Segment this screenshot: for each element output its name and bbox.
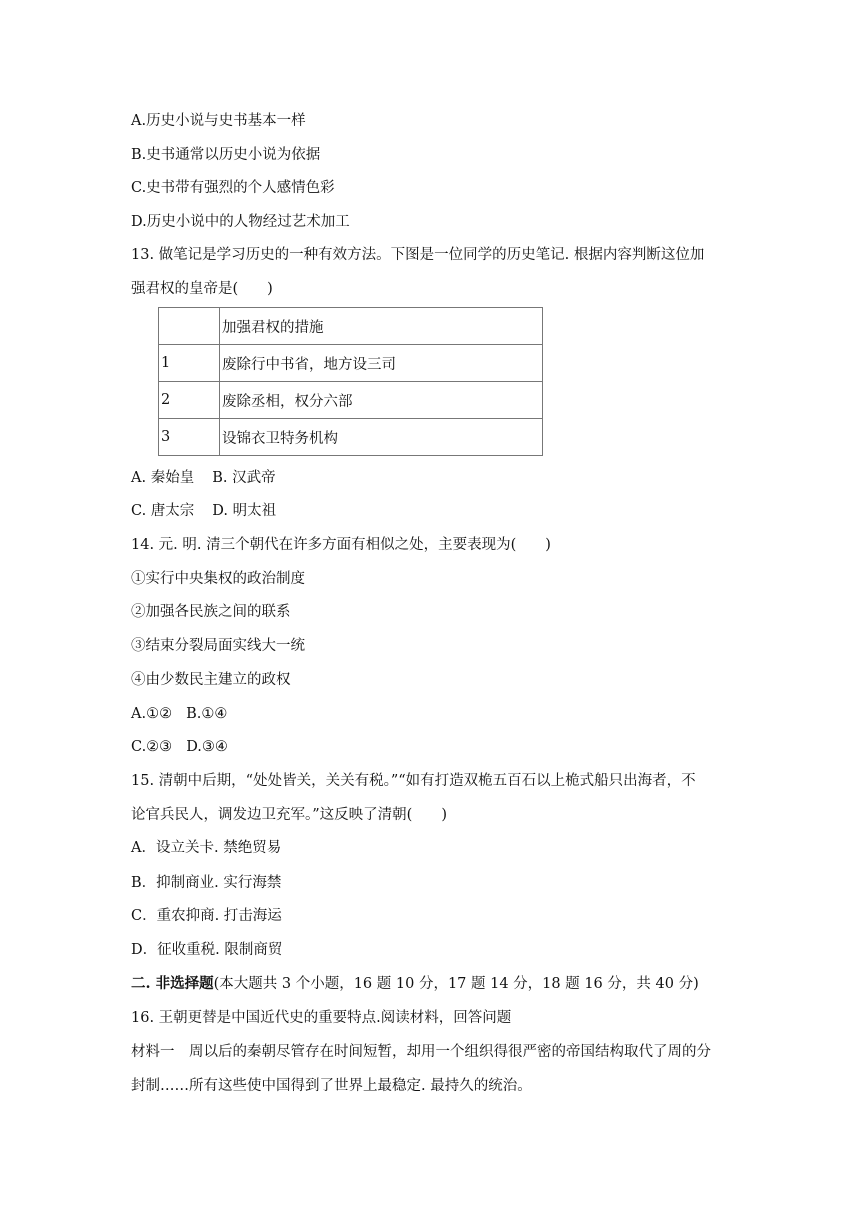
q14-item-2: ②加强各民族之间的联系 — [131, 604, 291, 620]
q12-option-b: B.史书通常以历史小说为依据 — [131, 147, 321, 163]
table-header-measures: 加强君权的措施 — [220, 308, 543, 345]
q16-stem: 16. 王朝更替是中国近代史的重要特点.阅读材料，回答问题 — [131, 1010, 512, 1026]
q12-option-c: C.史书带有强烈的个人感情色彩 — [131, 180, 335, 196]
q14-stem: 14. 元. 明. 清三个朝代在许多方面有相似之处，主要表现为( ) — [131, 537, 551, 553]
q14-item-1: ①实行中央集权的政治制度 — [131, 571, 305, 587]
q13-stem-line1: 13. 做笔记是学习历史的一种有效方法。下图是一位同学的历史笔记. 根据内容判断这位加 — [131, 247, 705, 263]
q15-stem-line2: 论官兵民人，调发边卫充军。”这反映了清朝( ) — [131, 807, 447, 823]
q12-option-d: D.历史小说中的人物经过艺术加工 — [131, 214, 350, 230]
section-title: 二. 非选择题 — [131, 975, 214, 992]
history-notes-table — [158, 307, 543, 456]
q14-options-row2 — [131, 737, 228, 757]
q14-option-d: D.③④ — [186, 739, 228, 755]
q13-stem-line2: 强君权的皇帝是( ) — [131, 281, 273, 297]
q13-option-a: A. 秦始皇 — [131, 470, 195, 486]
q16-material-line1: 材料一 周以后的秦朝尽管存在时间短暂，却用一个组织得很严密的帝国结构取代了周的分 — [131, 1044, 711, 1060]
q14-item-4: ④由少数民主建立的政权 — [131, 672, 291, 688]
q12-option-a: A.历史小说与史书基本一样 — [131, 113, 306, 129]
q13-option-c: C. 唐太宗 — [131, 503, 195, 519]
table-cell: 设锦衣卫特务机构 — [220, 419, 543, 456]
q14-option-c: C.②③ — [131, 739, 173, 755]
table-row — [159, 345, 543, 382]
section-note: (本大题共 3 个小题，16 题 10 分，17 题 14 分，18 题 16 分，共 40 分) — [213, 976, 699, 992]
q15-option-c: C．重农抑商. 打击海运 — [131, 908, 282, 924]
section-heading — [131, 974, 699, 994]
q16-material-line2: 封制……所有这些使中国得到了世界上最稳定. 最持久的统治。 — [131, 1078, 532, 1094]
table-cell: 2 — [159, 382, 220, 419]
q15-option-d: D．征收重税. 限制商贸 — [131, 942, 283, 958]
q14-option-b: B.①④ — [186, 706, 228, 722]
q15-option-b: B．抑制商业. 实行海禁 — [131, 875, 282, 891]
q14-option-a: A.①② — [131, 706, 173, 722]
q15-option-a: A．设立关卡. 禁绝贸易 — [131, 840, 282, 856]
q13-option-d: D. 明太祖 — [212, 503, 277, 519]
table-row — [159, 382, 543, 419]
q15-stem-line1: 15. 清朝中后期，“处处皆关，关关有税。”“如有打造双桅五百石以上桅式船只出海者，不 — [131, 773, 696, 789]
q13-options-row1 — [131, 468, 276, 488]
table-cell: 3 — [159, 419, 220, 456]
table-cell: 废除丞相，权分六部 — [220, 382, 543, 419]
q13-options-row2 — [131, 501, 276, 521]
table-cell: 废除行中书省，地方设三司 — [220, 345, 543, 382]
q14-options-row1 — [131, 704, 227, 724]
table-row — [159, 419, 543, 456]
table-cell: 1 — [159, 345, 220, 382]
q14-item-3: ③结束分裂局面实线大一统 — [131, 638, 305, 654]
table-cell — [159, 308, 220, 345]
q13-option-b: B. 汉武帝 — [212, 470, 276, 486]
table-row — [159, 308, 543, 345]
